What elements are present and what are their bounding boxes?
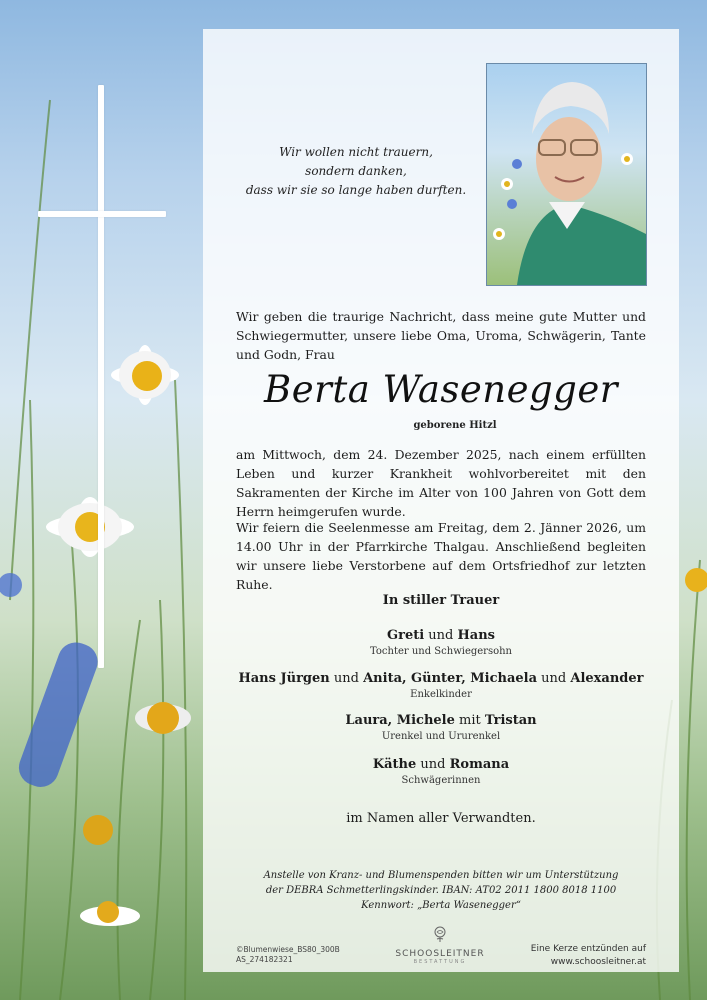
joiner: und <box>537 671 571 686</box>
mourner-name: Greti <box>387 628 425 643</box>
image-credit <box>236 945 340 965</box>
mourner-group <box>236 712 646 743</box>
donation-line: Anstelle von Kranz- und Blumenspenden bitten wir um Unterstützung <box>263 870 619 881</box>
daisy-1 <box>111 345 179 405</box>
brand-name: SCHOOSLEITNER <box>395 949 485 959</box>
rose-icon <box>431 925 449 943</box>
donation-line: der DEBRA Schmetterlingskinder. IBAN: AT02 2011 1800 8018 1100 <box>265 885 617 896</box>
joiner: und <box>424 628 458 643</box>
mourner-group <box>236 670 646 701</box>
mourner-name: Käthe <box>372 757 417 772</box>
mourner-name: Anita, Günter, Michaela <box>363 671 538 686</box>
cross-vertical <box>98 85 104 668</box>
memorial-quote <box>236 143 476 200</box>
donation-line: Kennwort: „Berta Wasenegger“ <box>361 900 521 911</box>
quote-line: dass wir sie so lange haben durften. <box>245 183 467 197</box>
donation-note <box>236 868 646 913</box>
mourners-heading: In stiller Trauer <box>382 593 500 608</box>
mourner-relation: Schwägerinnen <box>401 775 481 786</box>
cross-horizontal <box>38 211 166 217</box>
mourner-name: Tristan <box>484 713 537 728</box>
funeral-service-text: Wir feiern die Seelenmesse am Freitag, dem 2. Jänner 2026, um 14.00 Uhr in der Pfarrkirche Thalgau. Anschließend begleiten wir unsere liebe Verstorbene auf dem Ortsfriedhof zur letzten Ruhe. <box>236 520 646 592</box>
candle-link[interactable] <box>520 943 646 969</box>
mourner-relation: Urenkel und Ururenkel <box>381 731 501 742</box>
portrait-photo <box>486 63 647 286</box>
joiner: und <box>416 757 450 772</box>
joiner: mit <box>454 713 485 728</box>
candle-text: Eine Kerze entzünden auf <box>530 944 646 954</box>
quote-line: Wir wollen nicht trauern, <box>279 145 433 159</box>
brand-subtitle: BESTATTUNG <box>413 959 467 965</box>
maiden-name: geborene Hitzl <box>413 420 497 431</box>
mourner-name: Romana <box>449 757 510 772</box>
credit-line: AS_274182321 <box>236 955 293 964</box>
mourners-closing: im Namen aller Verwandten. <box>346 811 536 826</box>
quote-line: sondern danken, <box>305 164 407 178</box>
mourner-relation: Tochter und Schwiegersohn <box>369 646 512 657</box>
credit-line: ©Blumenwiese_BS80_300B <box>236 945 340 954</box>
deceased-name: Berta Wasenegger <box>264 368 618 411</box>
intro-text: Wir geben die traurige Nachricht, dass meine gute Mutter und Schwiegermutter, unsere liebe Oma, Uroma, Schwägerin, Tante und Godn, Frau <box>236 309 646 362</box>
mourner-name: Laura, Michele <box>345 713 455 728</box>
mourner-name: Alexander <box>570 671 644 686</box>
mourner-name: Hans Jürgen <box>238 671 330 686</box>
mourner-group <box>236 756 646 787</box>
mourner-name: Hans <box>457 628 495 643</box>
mourner-group <box>236 627 646 658</box>
mourner-relation: Enkelkinder <box>410 689 472 700</box>
candle-url[interactable]: www.schoosleitner.at <box>550 957 646 967</box>
funeral-home-logo <box>390 925 490 965</box>
death-announcement-text: am Mittwoch, dem 24. Dezember 2025, nach einem erfüllten Leben und kurzer Krankheit wohlvorbereitet mit den Sakramenten der Kirche im Alter von 100 Jahren von Gott dem Herrn heimgerufen wurde. <box>236 447 646 519</box>
joiner: und <box>329 671 364 686</box>
